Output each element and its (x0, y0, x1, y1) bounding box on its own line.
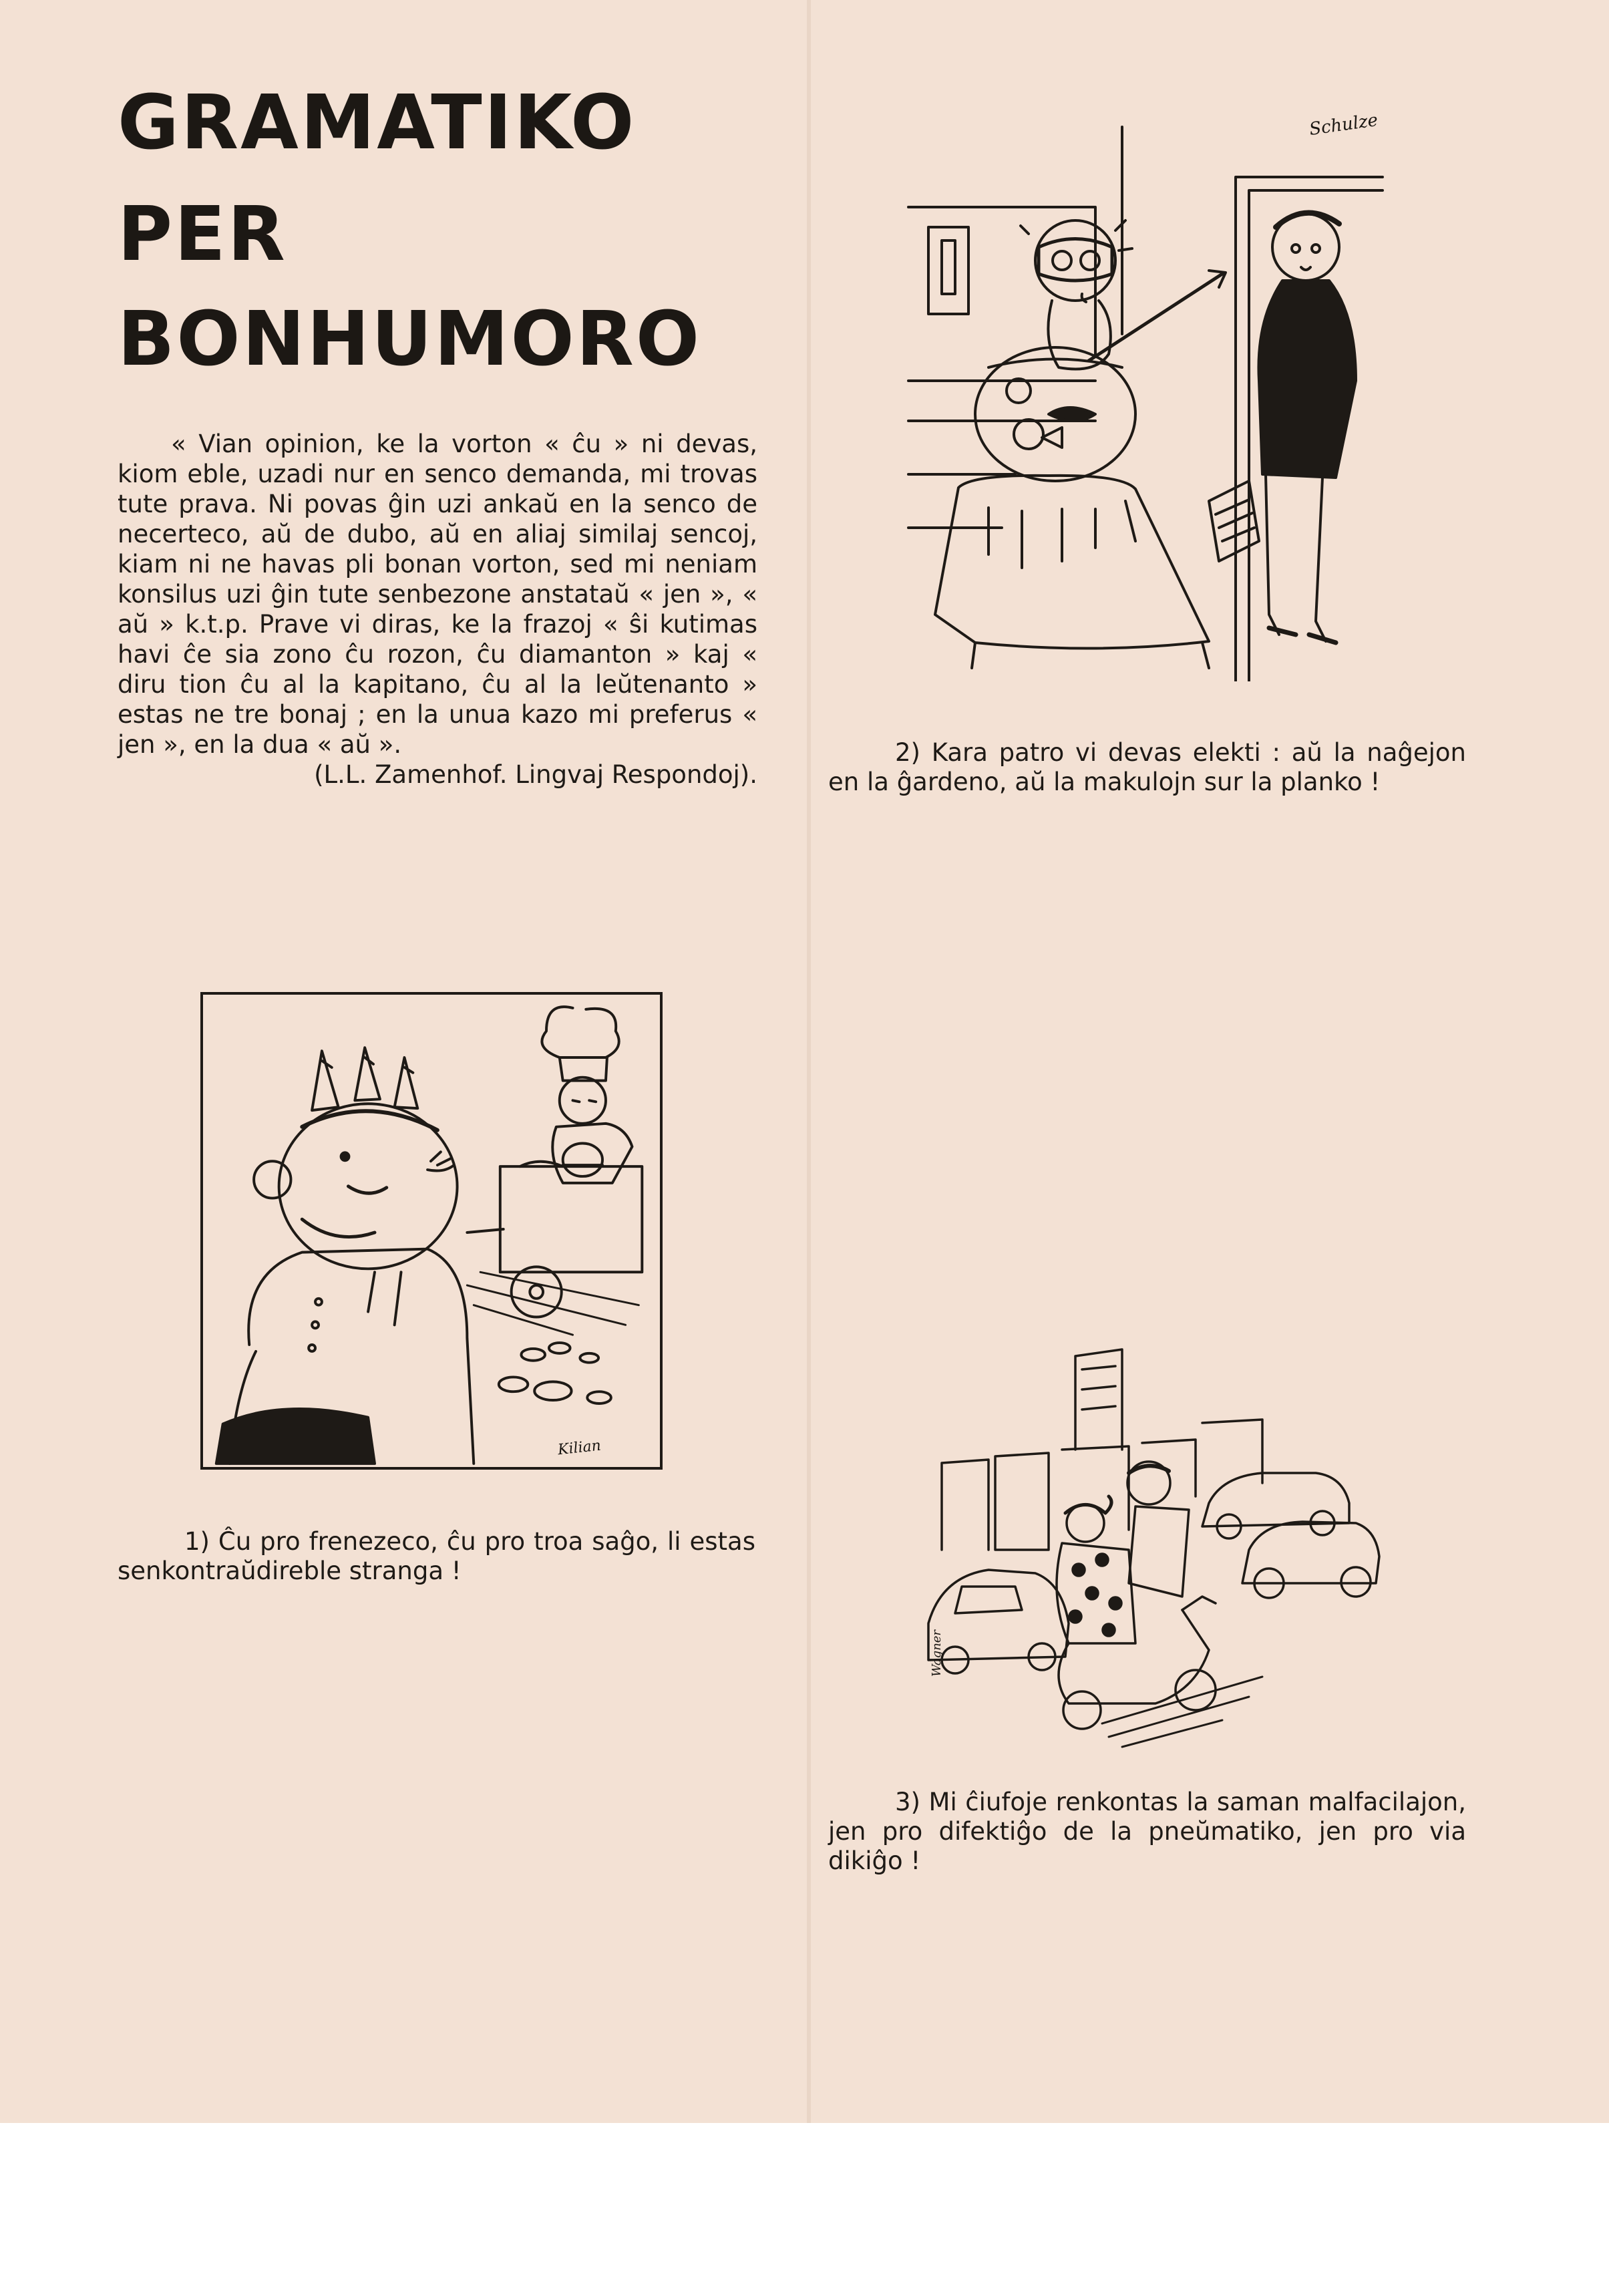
cartoon-ice-cream-man (200, 992, 663, 1470)
page-fold (807, 0, 811, 2123)
intro-citation: (L.L. Zamenhof. Lingvaj Respondoj). (314, 760, 757, 789)
cartoon-diver-fishbowl (895, 100, 1396, 681)
intro-text: « Vian opinion, ke la vorton « ĉu » ni devas, kiom eble, uzadi nur en senco demanda, mi trovas tute prava. Ni povas ĝin uzi ankaŭ en la senco de necerteco, aŭ de dubo, aŭ en aliaj similaj sencoj, kiam ni ne havas pli bonan vorton, sed mi neniam konsilus uzi ĝin tute senbezone anstataŭ « jen », « aŭ » k.t.p. Prave vi diras, ke la frazoj « ŝi kutimas havi ĉe sia zono ĉu rozon, ĉu diamanton » kaj « diru tion ĉu al la kapitano, ĉu al la leŭtenanto » estas ne tre bonaj ; en la unua kazo mi preferus « jen », en la dua « aŭ ». (118, 430, 757, 759)
cartoon-3-signature: Wagner (930, 1629, 944, 1677)
title-line-3: BONHUMORO (118, 296, 702, 383)
cartoon-scooter-couple (915, 1329, 1383, 1764)
cartoon-2-signature: Schulze (1308, 110, 1379, 140)
cartoon-1-caption (118, 1527, 755, 1586)
intro-quote (118, 429, 757, 790)
title-line-2: PER (118, 191, 287, 278)
cartoon-1-signature: Kilian (556, 1437, 602, 1459)
cartoon-2-caption-text: 2) Kara patro vi devas elekti : aŭ la naĝejon en la ĝardeno, aŭ la makulojn sur la planko ! (828, 738, 1466, 796)
cartoon-3-caption-text: 3) Mi ĉiufoje renkontas la saman malfacilajon, jen pro difektiĝo de la pneŭmatiko, jen pro via dikiĝo ! (828, 1788, 1466, 1875)
title-line-1: GRAMATIKO (118, 79, 637, 166)
cartoon-2-caption (828, 738, 1466, 797)
cartoon-1-caption-text: 1) Ĉu pro frenezeco, ĉu pro troa saĝo, li estas senkontraŭdireble stranga ! (118, 1527, 755, 1585)
cartoon-3-caption (828, 1788, 1466, 1876)
